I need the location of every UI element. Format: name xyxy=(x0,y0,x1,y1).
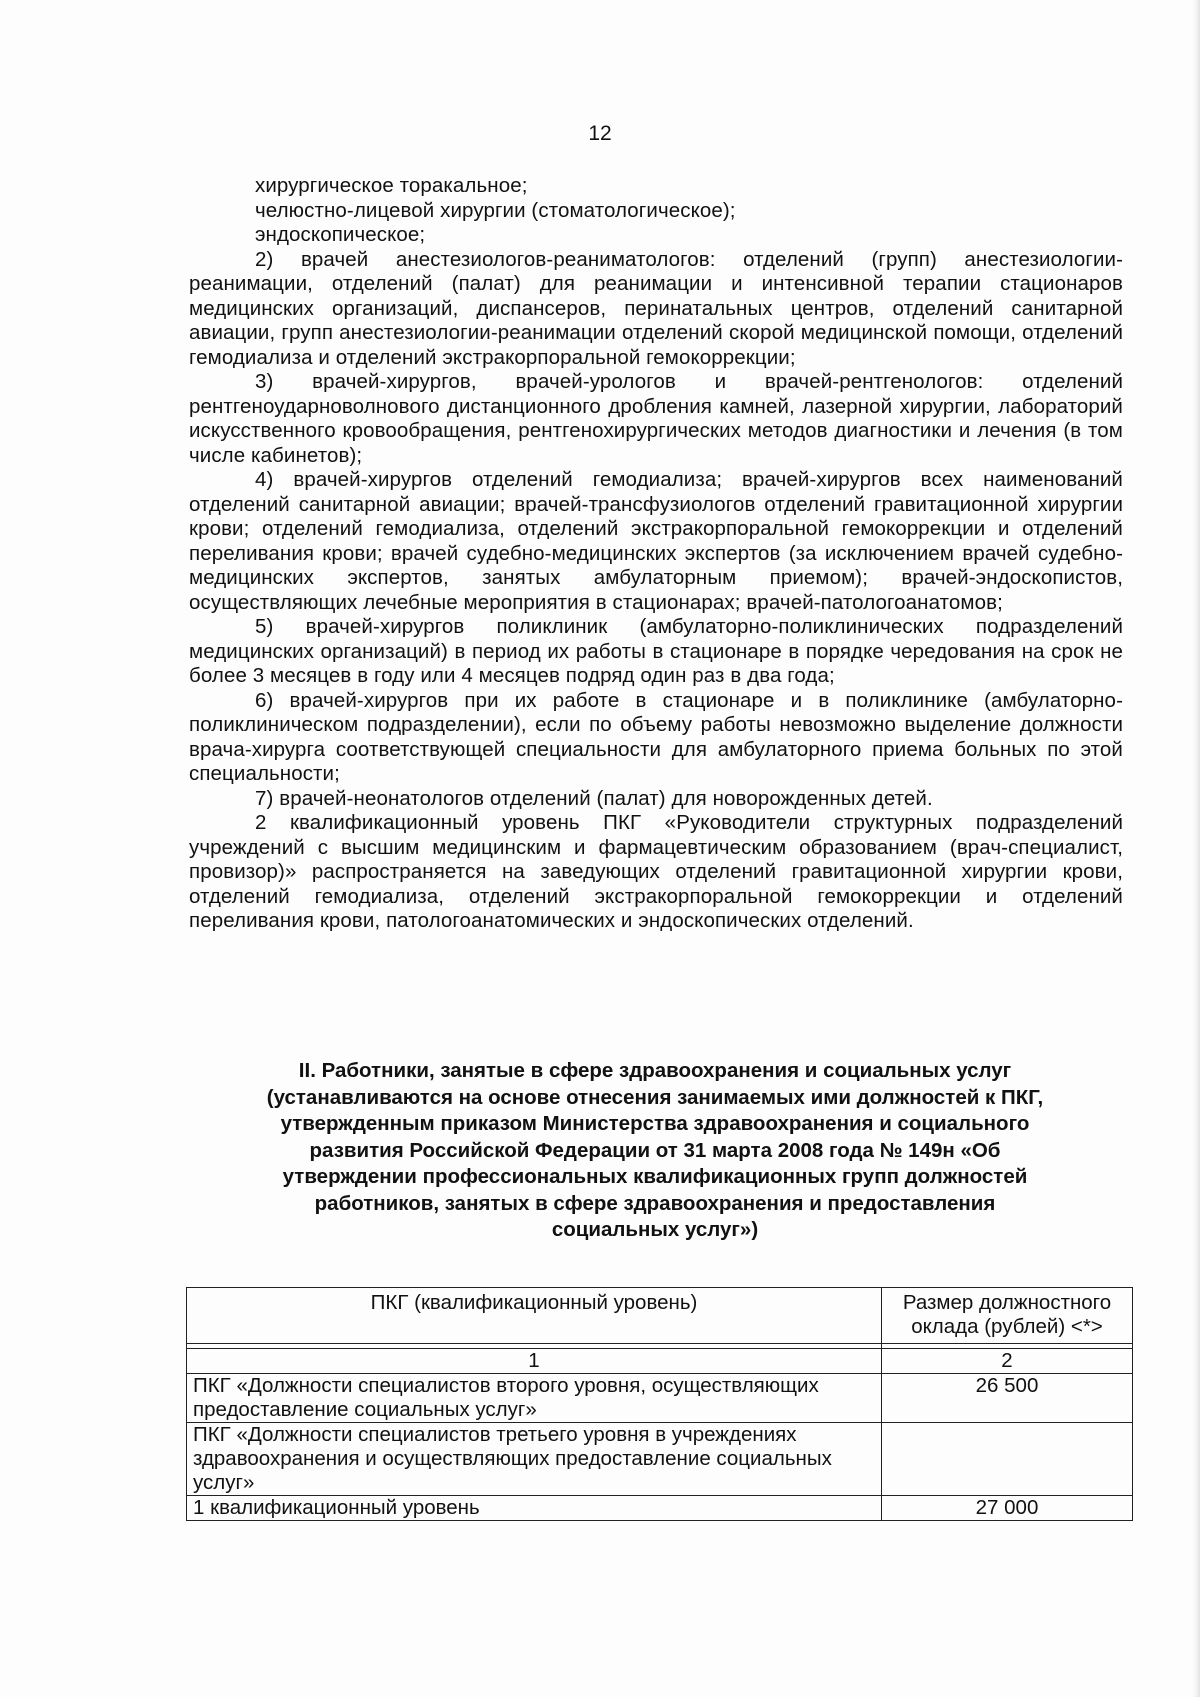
paragraph: 2) врачей анестезиологов-реаниматологов: отделений (групп) анестезиологии-реанимации, отделений (палат) для реанимации и интенсивной терапии стационаров медицинских организаций, диспансеров, перинатальных центров, отделений санитарной авиации, групп анестезиологии-реанимации отделений скорой медицинской помощи, отделений гемодиализа и отделений экстракорпоральной гемокоррекции; xyxy=(189,247,1123,369)
paragraph: 3) врачей-хирургов, врачей-урологов и врачей-рентгенологов: отделений рентгеноударноволнового дистанционного дробления камней, лазерной хирургии, лабораторий искусственного кровообращения, рентгенохирургических методов диагностики и лечения (в том числе кабинетов); xyxy=(189,370,1123,467)
table-cell-name: ПКГ «Должности специалистов третьего уровня в учреждениях здравоохранения и осуществляющих предоставление социальных услуг» xyxy=(187,1423,882,1496)
table-row xyxy=(187,1374,1133,1423)
paragraph: 6) врачей-хирургов при их работе в стационаре и в поликлинике (амбулаторно-поликлиническом подразделении), если по объему работы невозможно выделение должности врача-хирурга соответствующей специальности для амбулаторного приема больных по этой специальности; xyxy=(189,688,1123,785)
list-item: эндоскопическое; xyxy=(255,223,426,246)
table-cell-name: 1 квалификационный уровень xyxy=(187,1496,882,1521)
body-text xyxy=(189,174,1123,934)
paragraph: 5) врачей-хирургов поликлиник (амбулаторно-поликлинических подразделений медицинских организаций) в период их работы в стационаре в порядке чередования на срок не более 3 месяцев в году или 4 месяцев подряд один раз в два года; xyxy=(189,615,1123,687)
table-row xyxy=(187,1423,1133,1496)
column-number: 2 xyxy=(882,1349,1133,1374)
page-number: 12 xyxy=(588,122,612,145)
column-number: 1 xyxy=(187,1349,882,1374)
table-column-numbers xyxy=(187,1349,1133,1374)
table-cell-value xyxy=(882,1423,1133,1496)
paragraph: 4) врачей-хирургов отделений гемодиализа; врачей-хирургов всех наименований отделений санитарной авиации; врачей-трансфузиологов отделений гравитационной хирургии крови; отделений гемодиализа, отделений экстракорпоральной гемокоррекции и отделений переливания крови; врачей судебно-медицинских экспертов (за исключением врачей судебно-медицинских экспертов, занятых амбулаторным приемом); врачей-эндоскопистов, осуществляющих лечебные мероприятия в стационарах; врачей-патологоанатомов; xyxy=(189,468,1123,614)
header-cell-pkg: ПКГ (квалификационный уровень) xyxy=(187,1288,882,1344)
paragraph: 7) врачей-неонатологов отделений (палат) для новорожденных детей. xyxy=(255,786,933,810)
table-row xyxy=(187,1496,1133,1521)
header-cell-salary: Размер должностного оклада (рублей) <*> xyxy=(882,1288,1133,1344)
list-item: челюстно-лицевой хирургии (стоматологическое); xyxy=(255,198,736,222)
salary-table xyxy=(186,1287,1133,1521)
paragraph: 2 квалификационный уровень ПКГ «Руководители структурных подразделений учреждений с высшим медицинским и фармацевтическим образованием (врач-специалист, провизор)» распространяется на заведующих отделений гравитационной хирургии крови, отделений гемодиализа, отделений экстракорпоральной гемокоррекции и отделений переливания крови, патологоанатомических и эндоскопических отделений. xyxy=(189,811,1123,932)
table-header-row xyxy=(187,1288,1133,1344)
table-cell-value: 27 000 xyxy=(882,1496,1133,1521)
scan-edge xyxy=(1192,0,1200,1697)
table-cell-value: 26 500 xyxy=(882,1374,1133,1423)
list-item: хирургическое торакальное; xyxy=(255,174,528,197)
table-cell-name: ПКГ «Должности специалистов второго уровня, осуществляющих предоставление социальных услуг» xyxy=(187,1374,882,1423)
section-title: II. Работники, занятые в сфере здравоохранения и социальных услуг (устанавливаются на основе отнесения занимаемых ими должностей к ПКГ, утвержденным приказом Министерства здравоохранения и социального развития Российской Федерации от 31 марта 2008 года № 149н «Об утверждении профессиональных квалификационных групп должностей работников, занятых в сфере здравоохранения и предоставления социальных услуг») xyxy=(266,1059,1044,1241)
